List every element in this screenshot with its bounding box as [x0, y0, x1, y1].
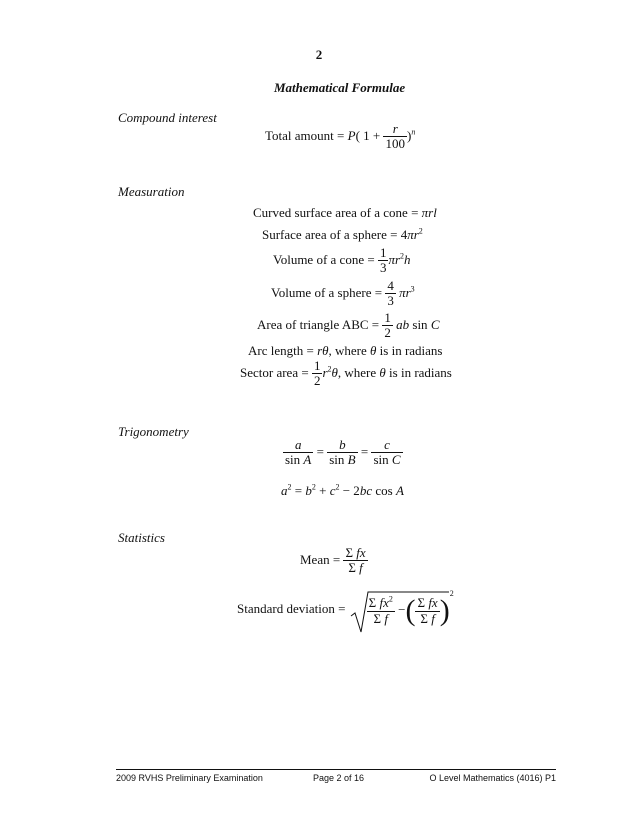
- sd-label: Standard deviation =: [237, 601, 349, 616]
- formula-mean: Mean = $\frac{\text{Σ fx}}{\text{Σ f}}$: [300, 545, 366, 576]
- sphere-volume-label: Volume of a sphere =: [271, 284, 386, 300]
- formula-arc-length: Arc length = rθ, where θ is in radians: [248, 343, 443, 358]
- formula-sine-rule: $\frac{a}{\text{sin A}}$ = $\frac{b}{\text{sin B}}$ = $\frac{c}{\text{sin C}}$: [285, 437, 401, 468]
- formula-cone-surface: Curved surface area of a cone = πrl: [253, 205, 437, 220]
- triangle-area-label: Area of triangle ABC =: [257, 316, 383, 332]
- sector-area-label: Sector area =: [240, 364, 312, 380]
- formula-triangle-area: Area of triangle ABC = $\frac{1}{2}$ ab sin C: [257, 310, 440, 341]
- formula-cone-volume: Volume of a cone = $\frac{1}{3}$ $\pi r^2h$: [273, 245, 411, 276]
- cone-surface-label: Curved surface area of a cone =: [253, 205, 422, 220]
- section-trigonometry: Trigonometry: [118, 424, 189, 439]
- arc-length-where: , where: [328, 343, 371, 358]
- section-statistics: Statistics: [118, 530, 165, 545]
- page-number: 2: [315, 47, 323, 62]
- mean-label: Mean =: [300, 551, 344, 567]
- footer-exam-name: 2009 RVHS Preliminary Examination: [116, 773, 263, 783]
- sphere-surface-label: Surface area of a sphere = 4: [262, 227, 408, 242]
- section-measuration: Measuration: [118, 184, 185, 199]
- formula-cosine-rule: $a^2 = b^2 + c^2 - 2bc$ cos A: [281, 482, 404, 498]
- arc-length-radians: is in radians: [376, 343, 443, 358]
- page-title: Mathematical Formulae: [274, 80, 406, 95]
- formula-sphere-surface: Surface area of a sphere = $4\pi r^2$: [262, 226, 423, 242]
- footer-subject: O Level Mathematics (4016) P1: [429, 773, 556, 783]
- footer: [116, 769, 556, 783]
- cone-volume-label: Volume of a cone =: [273, 251, 378, 267]
- formula-sphere-volume: Volume of a sphere = $\frac{4}{3}$ $\pi r^3$: [271, 278, 415, 309]
- formula-sector-area: Sector area = $\frac{1}{2}$ $r^2\theta$, where θ is in radians: [240, 358, 452, 389]
- formula-total-amount: Total amount = P( 1 + $\frac{r}{100}$ )$^n$: [265, 121, 416, 152]
- footer-page-count: Page 2 of 16: [313, 773, 365, 783]
- total-amount-label: Total amount =: [265, 127, 348, 143]
- section-compound-interest: Compound interest: [118, 110, 217, 125]
- arc-length-label: Arc length =: [248, 343, 318, 358]
- square-root: $\frac{\Sigma fx^2}{\text{Σ f}}$ −( $\frac{\text{Σ fx}}{\text{Σ f}}$ )$^2$: [349, 594, 454, 626]
- formula-standard-deviation: [237, 589, 454, 628]
